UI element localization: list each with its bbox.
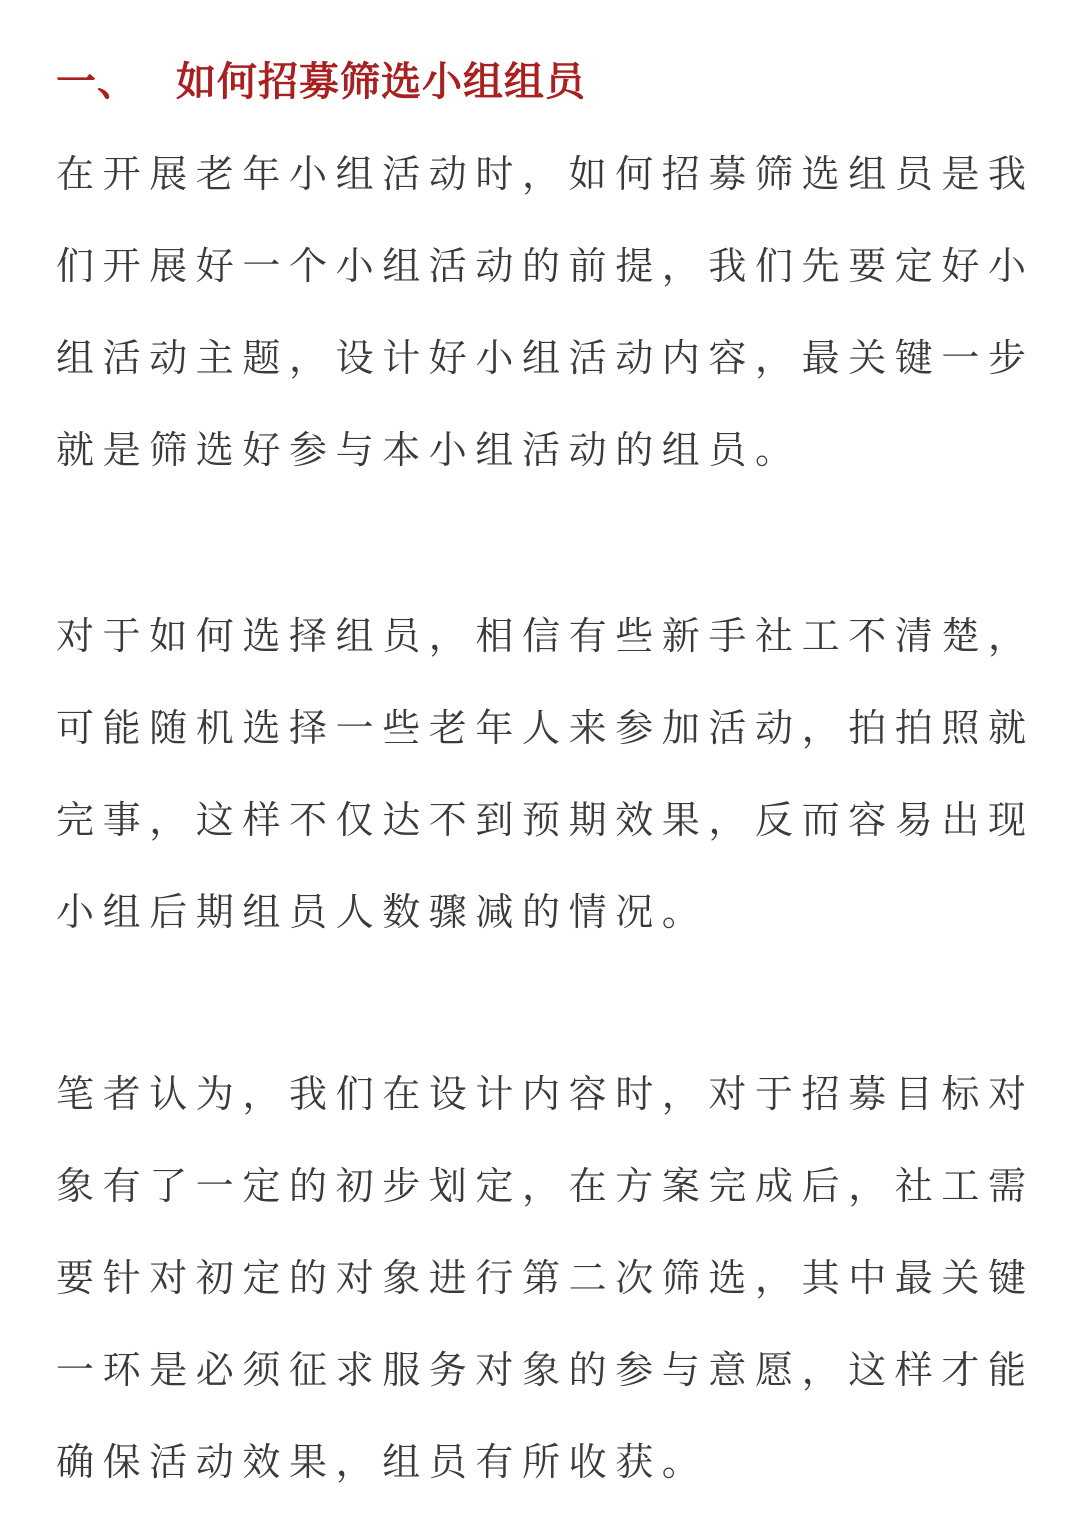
paragraph-line: 象有了一定的初步划定，在方案完成后，社工需 xyxy=(56,1164,1035,1208)
paragraph-line: 们开展好一个小组活动的前提，我们先要定好小 xyxy=(56,244,1035,288)
paragraph-line: 对于如何选择组员，相信有些新手社工不清楚， xyxy=(56,614,1035,658)
paragraph-recruitment-intro xyxy=(56,128,1035,496)
section-title: 如何招募筛选小组组员 xyxy=(176,59,586,105)
paragraph-line: 确保活动效果，组员有所收获。 xyxy=(56,1440,709,1484)
paragraph-selection-problem xyxy=(56,590,1035,958)
paragraph-line: 可能随机选择一些老年人来参加活动，拍拍照就 xyxy=(56,706,1035,750)
paragraph-line: 笔者认为，我们在设计内容时，对于招募目标对 xyxy=(56,1072,1035,1116)
paragraph-line: 在开展老年小组活动时，如何招募筛选组员是我 xyxy=(56,152,1035,196)
paragraph-line: 组活动主题，设计好小组活动内容，最关键一步 xyxy=(56,336,1035,380)
section-heading xyxy=(56,52,586,112)
paragraph-author-view xyxy=(56,1048,1035,1508)
paragraph-line: 要针对初定的对象进行第二次筛选，其中最关键 xyxy=(56,1256,1035,1300)
paragraph-line: 完事，这样不仅达不到预期效果，反而容易出现 xyxy=(56,798,1035,842)
section-number: 一、 xyxy=(56,59,138,105)
paragraph-line: 就是筛选好参与本小组活动的组员。 xyxy=(56,428,802,472)
paragraph-line: 小组后期组员人数骤减的情况。 xyxy=(56,890,709,934)
paragraph-line: 一环是必须征求服务对象的参与意愿，这样才能 xyxy=(56,1348,1035,1392)
